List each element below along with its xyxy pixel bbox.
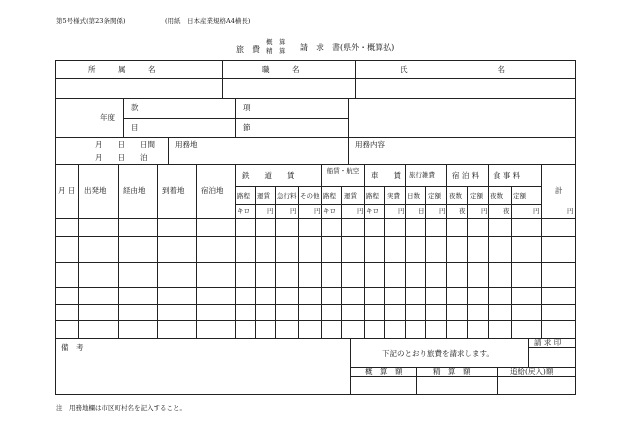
business-content-label: 用務内容	[355, 140, 385, 149]
position-label: 職 名	[262, 65, 300, 74]
name-label: 氏 名	[400, 65, 505, 74]
affiliation-label: 所 属 名	[88, 65, 156, 74]
kan-label: 款	[131, 103, 139, 112]
sub-lodging-fixed: 定額	[470, 192, 483, 200]
sub-lodging-nights: 夜数	[449, 192, 462, 200]
moku-label: 目	[131, 123, 139, 132]
col-departure: 出発地	[84, 186, 107, 195]
sub-ship-fare: 運賃	[344, 192, 357, 200]
sub-misc-fixed: 定額	[428, 192, 441, 200]
col-ship-air: 船賃・航空	[326, 167, 360, 175]
sub-meal-fixed: 定額	[513, 192, 526, 200]
paper-size-note: (用紙 日本産業規格A4横長)	[165, 17, 251, 25]
sub-meal-nights: 夜数	[490, 192, 503, 200]
col-misc: 旅行雑費	[409, 171, 435, 179]
claim-seal-label: 請 求 印	[534, 338, 562, 347]
adjustment-amount-label: 追給(戻入)額	[510, 367, 554, 376]
col-lodging-fee: 宿 泊 料	[452, 171, 480, 180]
title-travel-expense: 旅 費	[236, 45, 260, 54]
unit-yen: 円	[314, 207, 321, 215]
col-date: 月 日	[58, 186, 76, 195]
unit-yen: 円	[357, 207, 364, 215]
remarks-label: 備 考	[61, 343, 84, 352]
col-car: 車 賃	[371, 171, 401, 180]
col-total: 計	[555, 186, 563, 195]
unit-day: 日	[418, 207, 425, 215]
unit-yen: 円	[290, 207, 297, 215]
fiscal-year-label: 年度	[100, 113, 115, 122]
setsu-label: 節	[243, 123, 251, 132]
unit-km: キロ	[237, 207, 250, 215]
unit-night: 夜	[503, 207, 510, 215]
col-arrival: 到着地	[162, 186, 185, 195]
col-lodging-place: 宿泊地	[201, 186, 224, 195]
unit-yen: 円	[567, 207, 574, 215]
unit-yen: 円	[398, 207, 405, 215]
sub-car-distance: 路程	[366, 192, 379, 200]
period-nights-label: 月 日 泊	[95, 153, 148, 162]
claim-statement: 下記のとおり旅費を請求します。	[382, 349, 494, 358]
sub-express: 急行料	[277, 192, 297, 200]
col-meal-fee: 食 事 料	[493, 171, 521, 180]
kou-label: 項	[243, 103, 251, 112]
title-claim: 請 求 書(県外・概算払)	[300, 43, 395, 52]
form-number: 第5号様式(第23条関係)	[56, 17, 126, 25]
unit-yen: 円	[481, 207, 488, 215]
period-days-label: 月 日 日間	[95, 140, 155, 149]
destination-label: 用務地	[175, 140, 198, 149]
unit-km: キロ	[323, 207, 336, 215]
sub-misc-days: 日数	[407, 192, 420, 200]
sub-other: その他	[300, 192, 320, 200]
col-via: 経由地	[123, 186, 146, 195]
col-railway: 鉄 道 賃	[242, 171, 295, 180]
settlement-amount-label: 精 算 額	[433, 367, 471, 376]
unit-km: キロ	[366, 207, 379, 215]
sub-fare: 運賃	[257, 192, 270, 200]
unit-yen: 円	[533, 207, 540, 215]
footnote: 注 用務地欄は市区町村名を記入すること。	[56, 404, 186, 412]
sub-ship-distance: 路程	[323, 192, 336, 200]
title-settlement: 精 算	[266, 47, 286, 55]
unit-night: 夜	[459, 207, 466, 215]
unit-yen: 円	[267, 207, 274, 215]
estimate-amount-label: 概 算 額	[365, 367, 403, 376]
unit-yen: 円	[439, 207, 446, 215]
sub-distance: 路程	[237, 192, 250, 200]
title-estimate: 概 算	[266, 38, 286, 46]
sub-car-actual: 実費	[387, 192, 400, 200]
